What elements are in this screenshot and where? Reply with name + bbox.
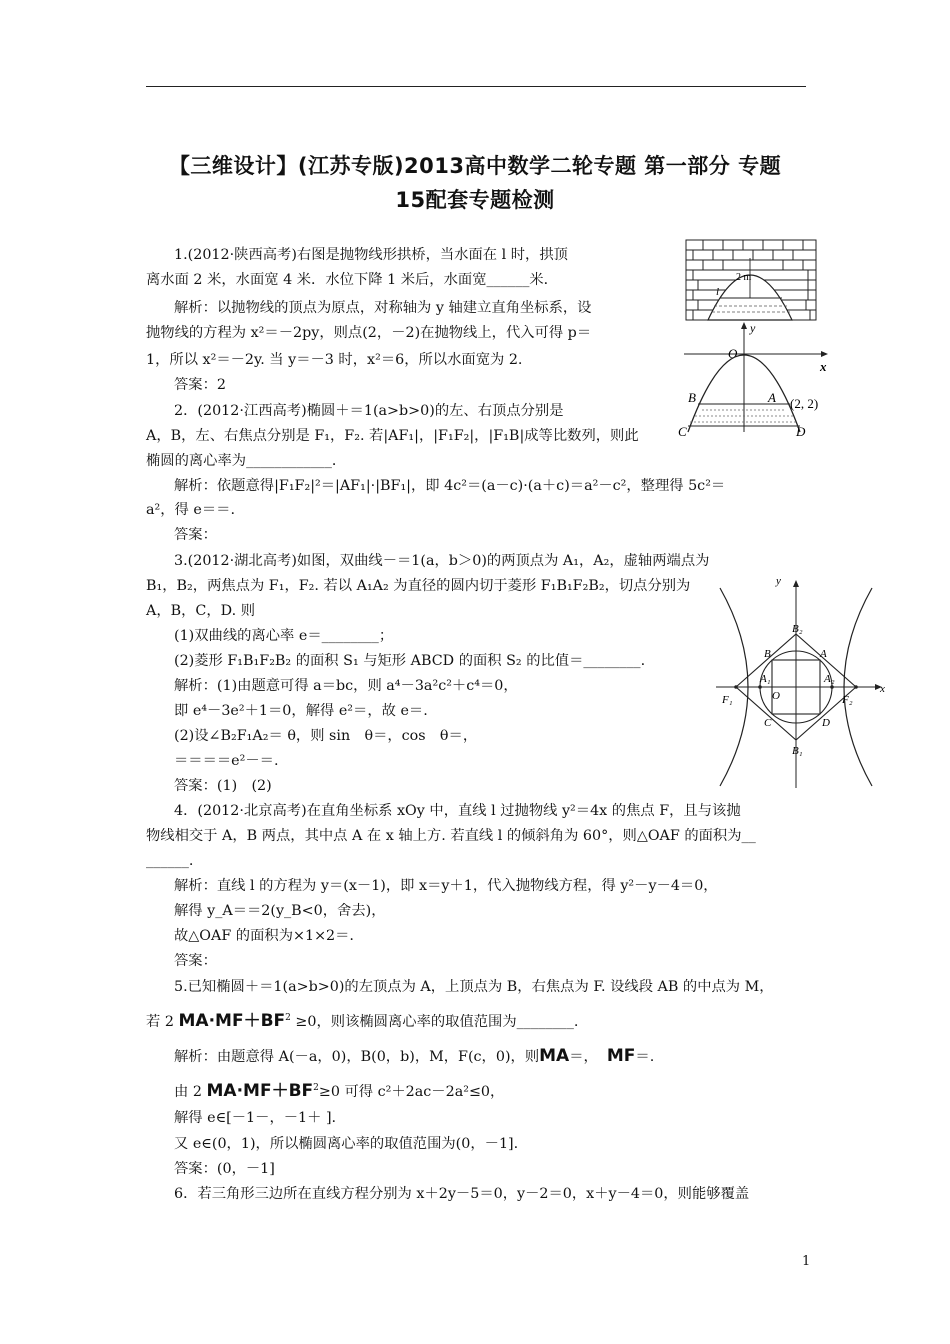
q4-line-3: ______. — [146, 853, 194, 869]
axis-x-label: x — [820, 359, 827, 374]
point-c-label: C — [678, 424, 687, 439]
label-b2: B₂ — [792, 623, 803, 635]
label-2m: 2 m — [736, 272, 752, 283]
q4-solution-line-2: 解得 y_A＝＝2(y_B<0，舍去)， — [174, 903, 386, 919]
point-f1 — [734, 685, 738, 689]
q1-solution-line-1: 解析：以抛物线的顶点为原点，对称轴为 y 轴建立直角坐标系，设 — [174, 300, 592, 316]
q3-line-1: 3.(2012·湖北高考)如图，双曲线－＝1(a，b＞0)的两顶点为 A₁，A₂，虚轴两端点为 — [174, 553, 710, 569]
hyperbola-rhombus-figure — [712, 570, 902, 792]
point-f2 — [854, 685, 858, 689]
q3-line-2: B₁，B₂，两焦点为 F₁，F₂. 若以 A₁A₂ 为直径的圆内切于菱形 F₁B₁F₂B₂，切点分别为 — [146, 578, 691, 594]
q1-answer: 答案：2 — [174, 377, 226, 393]
q1-line-2: 离水面 2 米，水面宽 4 米．水位下降 1 米后，水面宽______米． — [146, 272, 558, 288]
q4-solution-line-1: 解析：直线 l 的方程为 y＝(x－1)，即 x＝y＋1，代入抛物线方程，得 y²－y－4＝0， — [174, 878, 718, 894]
vector-ma: MA — [206, 1080, 237, 1101]
q3-part-2: (2)菱形 F₁B₁F₂B₂ 的面积 S₁ 与矩形 ABCD 的面积 S₂ 的比值＝________. — [174, 653, 646, 669]
q2-solution-line-2: a²，得 e＝＝. — [146, 502, 235, 518]
point-a-label: A — [768, 390, 776, 405]
q4-line-2: 物线相交于 A，B 两点，其中点 A 在 x 轴上方. 若直线 l 的倾斜角为 60°，则△OAF 的面积为__ — [146, 828, 756, 844]
q5-from-prefix: 由 2 — [174, 1083, 202, 1100]
plus-symbol: ＋ — [271, 1080, 289, 1101]
q3-line-3: A，B，C，D. 则 — [146, 603, 255, 619]
y-axis-arrow-icon — [741, 322, 747, 329]
label-b1: B₁ — [792, 745, 803, 757]
q2-line-3: 椭圆的离心率为____________． — [146, 453, 347, 469]
point-a-coordinate: (2, 2) — [790, 396, 819, 411]
axis-y-label: y — [776, 575, 781, 587]
equals-period: ＝. — [635, 1049, 655, 1065]
equals-comma: ＝， — [569, 1049, 598, 1065]
vector-bf: BF — [288, 1080, 314, 1101]
top-rule — [146, 86, 806, 87]
label-a: A — [820, 648, 827, 660]
label-a1: A₁ — [760, 673, 771, 685]
q3-part-1: (1)双曲线的离心率 e＝________； — [174, 628, 394, 644]
q5-condition-text: ≥0，则该椭圆离心率的取值范围为________. — [295, 1013, 579, 1030]
plus-symbol: ＋ — [243, 1010, 261, 1031]
point-a2 — [830, 685, 834, 689]
q1-line-1: 1.(2012·陕西高考)右图是抛物线形拱桥，当水面在 l 时，拱顶 — [174, 247, 568, 263]
q5-solution-line-1 — [174, 1046, 654, 1067]
q3-solution-line-2: 即 e⁴－3e²＋1＝0，解得 e²＝，故 e＝. — [174, 703, 428, 719]
square-exponent: 2 — [313, 1083, 319, 1093]
vector-ma: MA — [178, 1010, 209, 1031]
q3-answer: 答案：(1) (2) — [174, 778, 272, 794]
q4-solution-line-3: 故△OAF 的面积为×1×2＝. — [174, 928, 354, 944]
point-b-label: B — [688, 390, 696, 405]
doc-title-line-1: 【三维设计】(江苏专版)2013高中数学二轮专题 第一部分 专题 — [168, 154, 782, 178]
q2-solution-line-1: 解析：依题意得|F₁F₂|²＝|AF₁|·|BF₁|，即 4c²＝(a－c)·(a＋c)＝a²－c²，整理得 5c²＝ — [174, 478, 726, 494]
doc-title-line-2: 15配套专题检测 — [395, 188, 555, 212]
q5-answer: 答案：(0，－1] — [174, 1161, 275, 1177]
label-c: C — [764, 717, 772, 729]
q3-solution-line-3: (2)设∠B₂F₁A₂＝ θ，则 sin θ＝，cos θ＝， — [174, 728, 478, 744]
q5-solution-text: 解析：由题意得 A(－a，0)，B(0，b)，M，F(c，0)，则 — [174, 1049, 540, 1065]
label-f1: F₁ — [722, 694, 733, 706]
label-d: D — [822, 717, 830, 729]
x-axis-arrow-icon — [821, 351, 828, 357]
q3-solution-line-4: ＝＝＝＝e²－＝. — [174, 753, 279, 769]
q2-answer: 答案： — [174, 527, 217, 543]
q5-solution-line-2 — [174, 1078, 504, 1102]
q5-line-1: 5.已知椭圆＋＝1(a>b>0)的左顶点为 A，上顶点为 B，右焦点为 F. 设线段 AB 的中点为 M， — [174, 979, 774, 995]
vector-bf: BF — [260, 1010, 286, 1031]
q2-line-2: A，B，左、右焦点分别是 F₁，F₂. 若|AF₁|，|F₁F₂|，|F₁B|成等比数列，则此 — [146, 428, 639, 444]
q2-line-1: 2．(2012·江西高考)椭圆＋＝1(a>b>0)的左、右顶点分别是 — [174, 403, 564, 419]
q5-solution-inequality: ≥0 可得 c²＋2ac－2a²≤0， — [318, 1083, 505, 1100]
q5-solution-line-4: 又 e∈(0，1)，所以椭圆离心率的取值范围为(0，－1]. — [174, 1136, 519, 1152]
q1-solution-line-3: 1，所以 x²＝－2y. 当 y＝－3 时，x²＝6，所以水面宽为 2. — [146, 352, 523, 368]
label-b: B — [764, 648, 771, 660]
label-a2: A₂ — [824, 673, 835, 685]
point-d-label: D — [796, 424, 806, 439]
q4-answer: 答案： — [174, 953, 217, 969]
parabola-bridge-figure — [678, 236, 838, 440]
page-number: 1 — [802, 1254, 811, 1269]
q5-line-2 — [146, 1008, 578, 1032]
q5-solution-line-3: 解得 e∈[－1－，－1＋ ]. — [174, 1110, 337, 1126]
y-axis-arrow-icon — [793, 580, 799, 587]
vector-mf: MF — [243, 1080, 272, 1101]
label-f2: F₂ — [842, 694, 853, 706]
q3-solution-line-1: 解析：(1)由题意可得 a＝bc，则 a⁴－3a²c²＋c⁴＝0， — [174, 678, 518, 694]
origin-label: O — [728, 346, 738, 361]
q4-line-1: 4．(2012·北京高考)在直角坐标系 xOy 中，直线 l 过抛物线 y²＝4x 的焦点 F，且与该抛 — [174, 803, 741, 819]
point-a1 — [758, 685, 762, 689]
q5-if-prefix: 若 2 — [146, 1013, 174, 1030]
axis-x-label: x — [880, 683, 885, 695]
axis-y-label: y — [750, 321, 756, 335]
vector-mf: MF — [215, 1010, 244, 1031]
q1-solution-line-2: 抛物线的方程为 x²＝－2py，则点(2，－2)在抛物线上，代入可得 p＝ — [146, 325, 592, 341]
vector-mf: MF — [606, 1046, 636, 1066]
q6-line-1: 6．若三角形三边所在直线方程分别为 x＋2y－5＝0，y－2＝0，x＋y－4＝0，则能够覆盖 — [174, 1186, 750, 1202]
dot-symbol: · — [208, 1010, 216, 1031]
square-exponent: 2 — [285, 1013, 291, 1023]
label-origin: O — [772, 690, 780, 702]
dot-symbol: · — [236, 1080, 244, 1101]
vector-ma: MA — [539, 1046, 570, 1066]
label-l: l — [716, 286, 720, 298]
